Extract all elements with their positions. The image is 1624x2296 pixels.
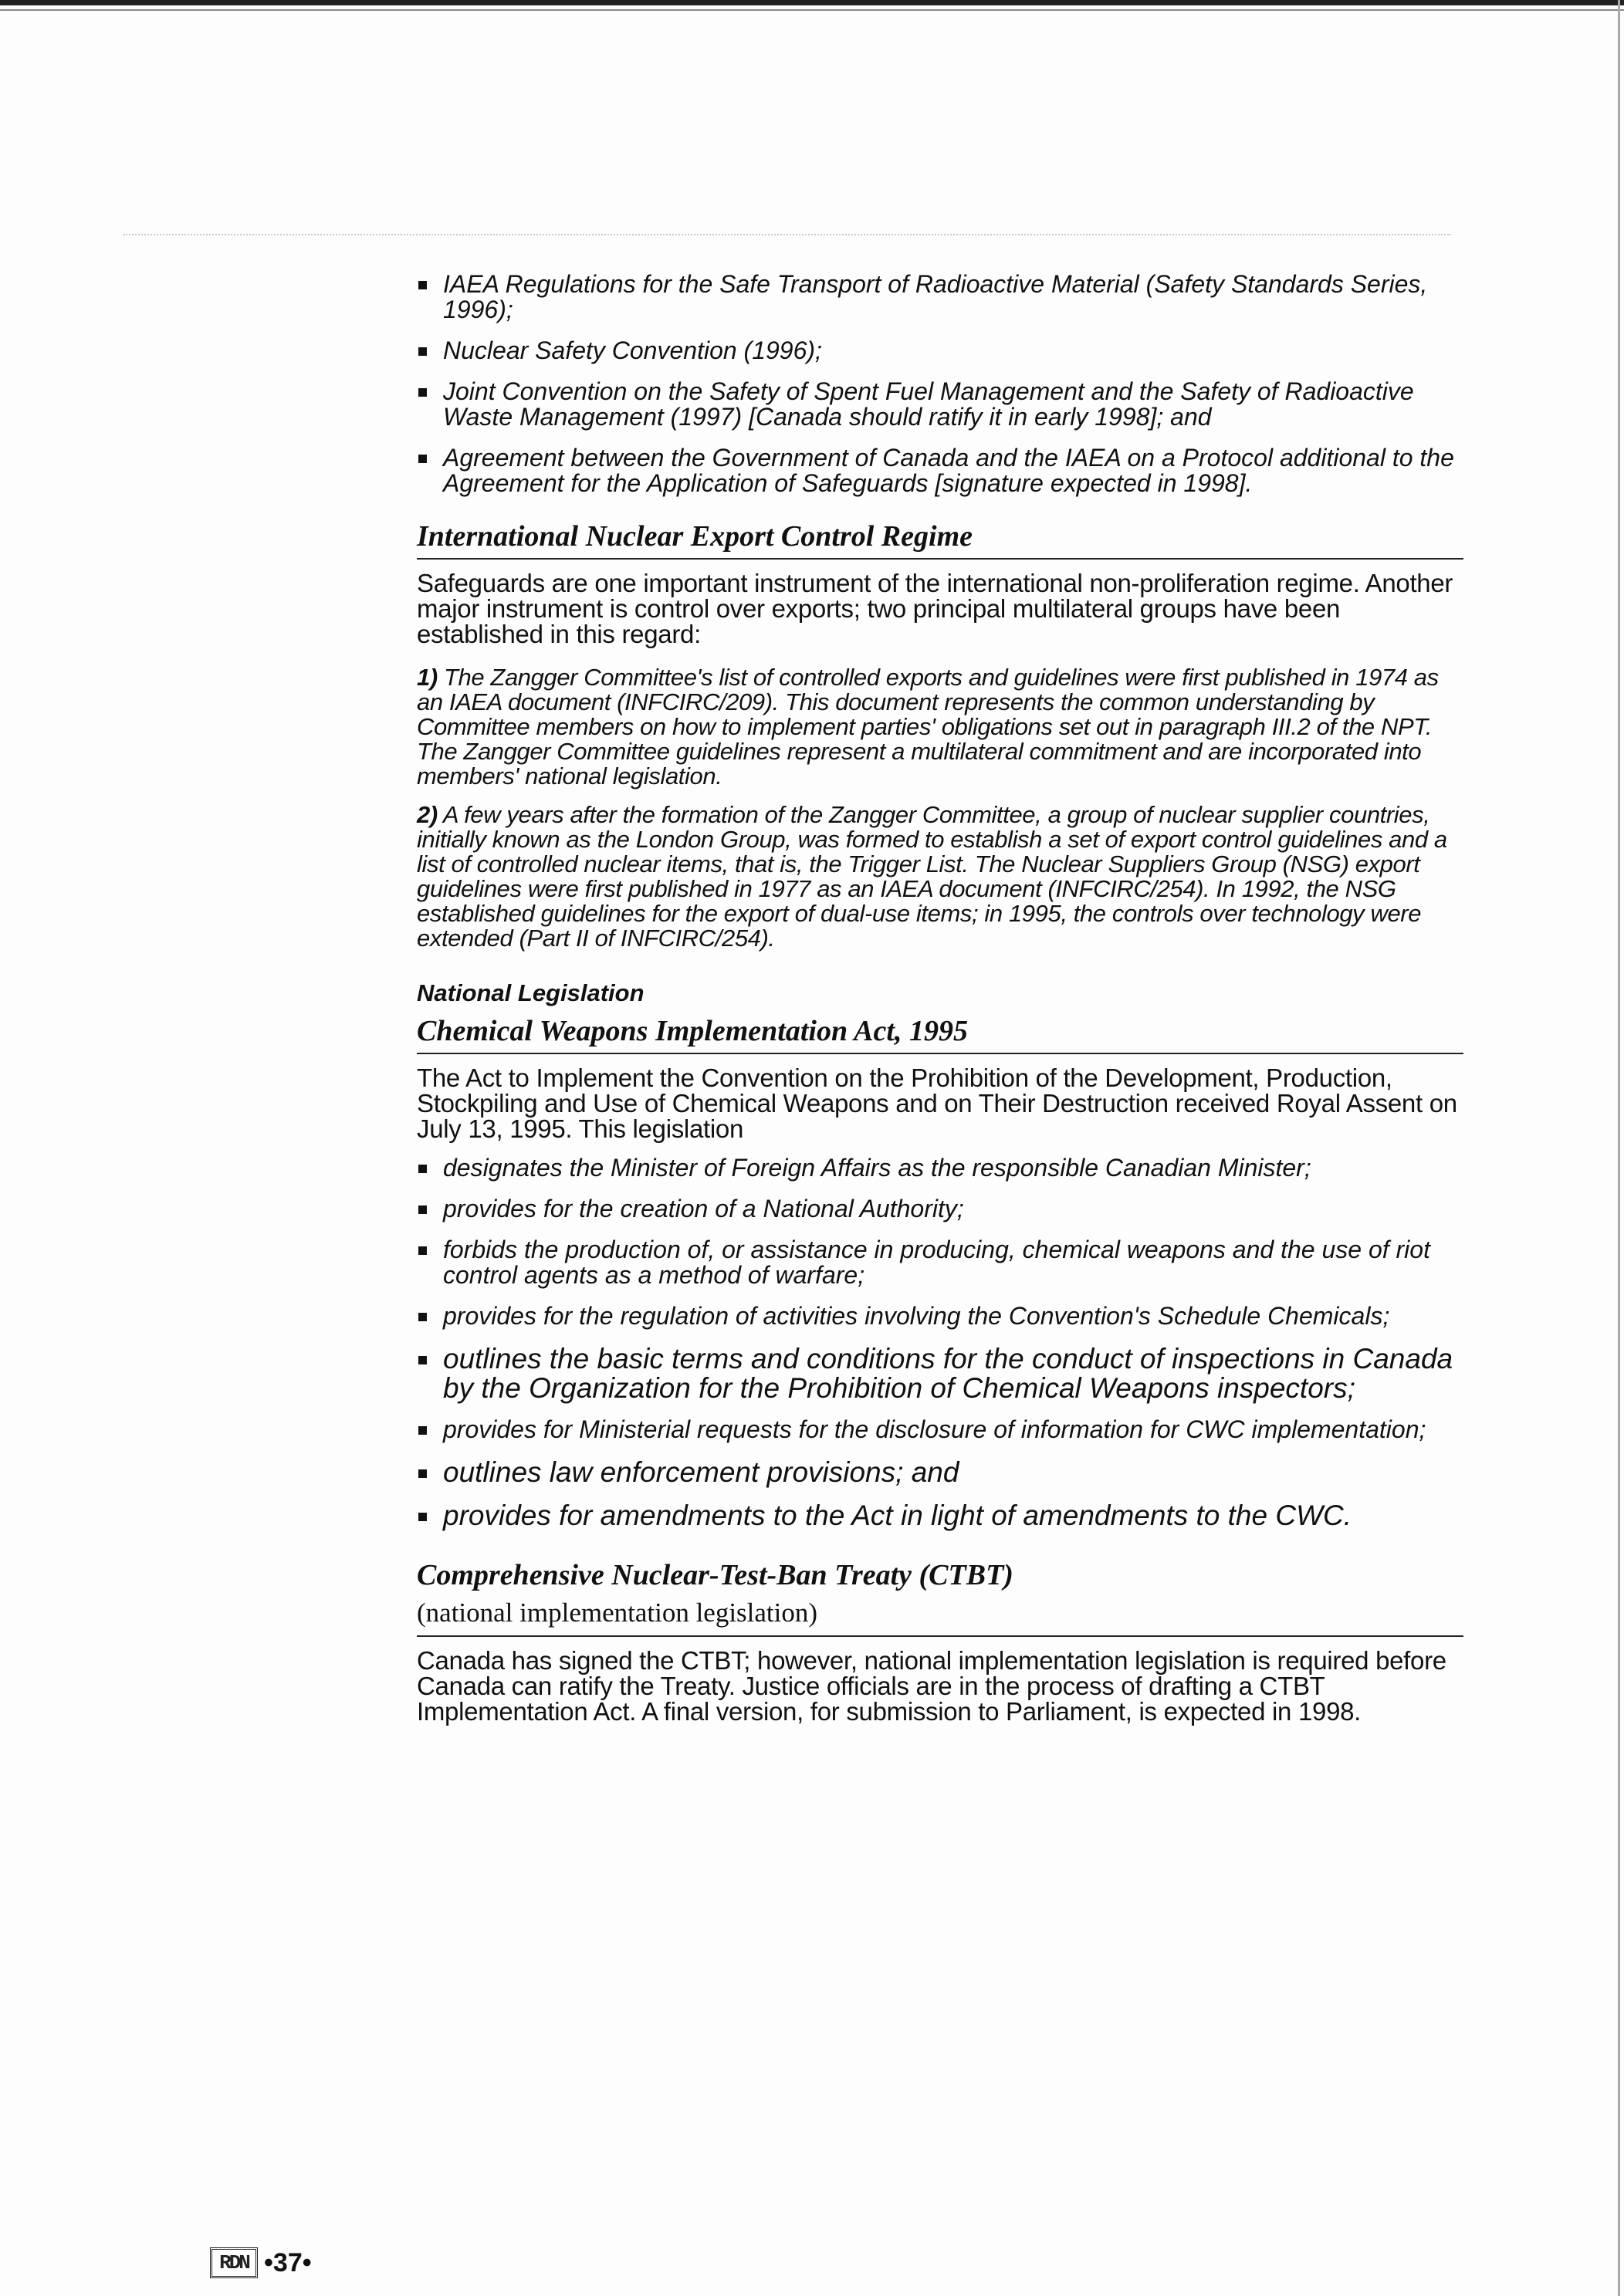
item-number: 1) (417, 664, 438, 691)
square-bullet-icon (418, 1469, 427, 1478)
nsg-paragraph: 2) A few years after the formation of the Zangger Committee, a group of nuclear supplier countries, initially known as the London Group, was formed to establish a set of export control guidelines and a list of controlled nuclear items, that is, the Trigger List. The Nuclear Suppliers Group (NSG) export guidelines were first published in 1977 as an IAEA document (INFCIRC/254). In 1992, the NSG established guidelines for the export of dual-use items; in 1995, the controls over technology were extended (Part II of INFCIRC/254). (417, 801, 1447, 952)
square-bullet-icon (418, 388, 427, 397)
export-regime-heading: International Nuclear Export Control Regime (417, 519, 1463, 560)
top-scan-line (0, 9, 1624, 11)
cwc-bullet-list (417, 1155, 1463, 1530)
list-item: provides for Ministerial requests for the disclosure of information for CWC implementation; (417, 1417, 1463, 1442)
square-bullet-icon (418, 1513, 427, 1521)
zangger-paragraph: 1) The Zangger Committee's list of controlled exports and guidelines were first published in 1974 as an IAEA document (INFCIRC/209). This document represents the common understanding by Committee members on how to implement parties' obligations set out in paragraph III.2 of the NPT. The Zangger Committee guidelines represent a multilateral commitment and are incorporated into members' national legislation. (417, 664, 1439, 790)
top-scan-edge (0, 0, 1624, 5)
national-legislation-label: National Legislation (417, 979, 645, 1006)
list-item: Agreement between the Government of Canada and the IAEA on a Protocol additional to the Agreement for the Application of Safeguards [signature expected in 1998]. (417, 445, 1463, 496)
square-bullet-icon (418, 1205, 427, 1214)
square-bullet-icon (418, 455, 427, 463)
ctbt-subheading: (national implementation legislation) (417, 1597, 1463, 1637)
square-bullet-icon (418, 1313, 427, 1321)
page-number: •37• (264, 2247, 312, 2277)
list-item: outlines the basic terms and conditions for the conduct of inspections in Canada by the Organization for the Prohibition of Chemical Weapons inspectors; (417, 1344, 1463, 1403)
square-bullet-icon (418, 1426, 427, 1435)
treaty-bullet-list (417, 272, 1463, 496)
cwc-intro: The Act to Implement the Convention on the Prohibition of the Development, Production, Stockpiling and Use of Chemical Weapons and on Their Destruction received Royal Assent on July 13, 1995. This legislation (417, 1063, 1457, 1143)
list-item: designates the Minister of Foreign Affairs as the responsible Canadian Minister; (417, 1155, 1463, 1181)
item-number: 2) (417, 801, 438, 828)
list-item: Joint Convention on the Safety of Spent Fuel Management and the Safety of Radioactive Waste Management (1997) [Canada should ratify it in early 1998]; and (417, 379, 1463, 430)
export-regime-intro: Safeguards are one important instrument of the international non-proliferation regime. Another major instrument is control over exports; two principal multilateral groups have been established in this regard: (417, 569, 1453, 648)
page-footer (210, 2247, 312, 2278)
right-scan-edge (1618, 0, 1620, 2296)
list-item: outlines law enforcement provisions; and (417, 1458, 1463, 1487)
rdn-logo: RDN (210, 2247, 258, 2278)
square-bullet-icon (418, 1356, 427, 1364)
list-item: forbids the production of, or assistance in producing, chemical weapons and the use of riot control agents as a method of warfare; (417, 1237, 1463, 1288)
page-content (417, 272, 1463, 1743)
dotted-divider (123, 234, 1451, 235)
list-item: provides for the creation of a National Authority; (417, 1196, 1463, 1222)
ctbt-heading: Comprehensive Nuclear-Test-Ban Treaty (CTBT) (417, 1559, 1013, 1591)
square-bullet-icon (418, 1165, 427, 1173)
list-item: provides for amendments to the Act in light of amendments to the CWC. (417, 1501, 1463, 1530)
list-item: Nuclear Safety Convention (1996); (417, 338, 1463, 364)
square-bullet-icon (418, 281, 427, 289)
list-item: IAEA Regulations for the Safe Transport of Radioactive Material (Safety Standards Series, 1996); (417, 272, 1463, 323)
square-bullet-icon (418, 347, 427, 356)
cwc-heading: Chemical Weapons Implementation Act, 1995 (417, 1014, 1463, 1054)
square-bullet-icon (418, 1246, 427, 1255)
list-item: provides for the regulation of activities involving the Convention's Schedule Chemicals; (417, 1304, 1463, 1329)
ctbt-body: Canada has signed the CTBT; however, national implementation legislation is required before Canada can ratify the Treaty. Justice officials are in the process of drafting a CTBT Implementation Act. A final version, for submission to Parliament, is expected in 1998. (417, 1646, 1446, 1726)
